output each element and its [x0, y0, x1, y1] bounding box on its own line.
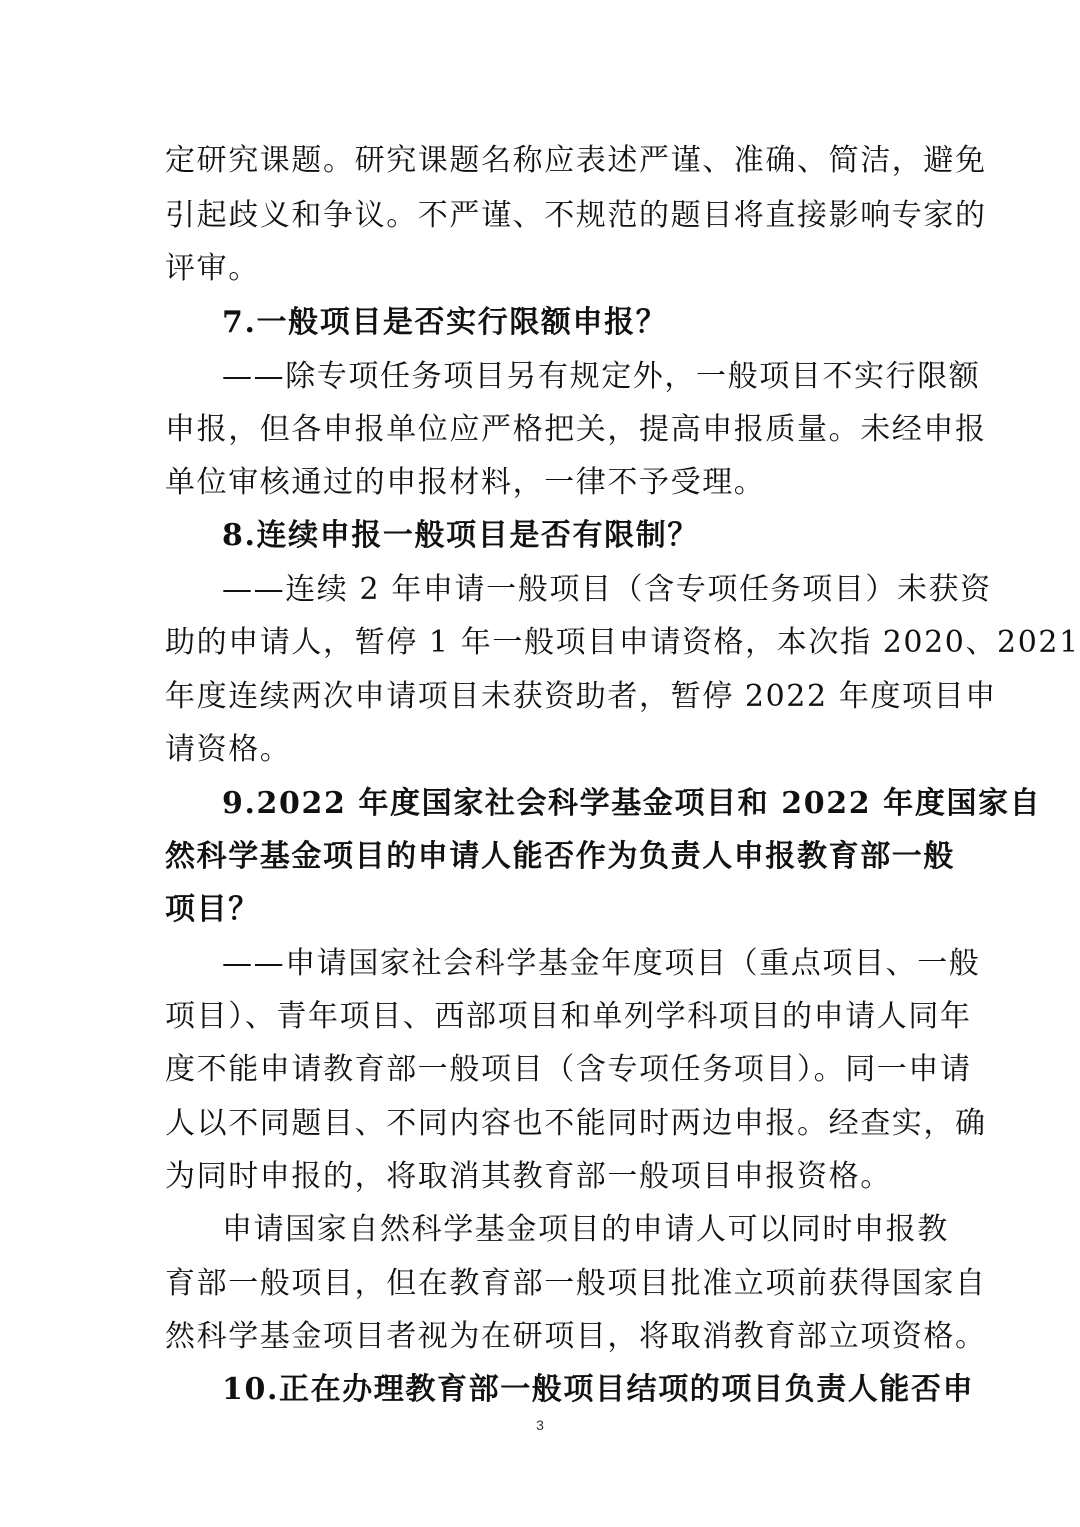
answer-9-line-5: 为同时申报的，将取消其教育部一般项目申报资格。 [165, 1159, 892, 1194]
answer-8-line-1: ——连续 2 年申请一般项目（含专项任务项目）未获资 [222, 572, 992, 607]
body-line-1: 定研究课题。研究课题名称应表述严谨、准确、简洁，避免 [165, 143, 987, 178]
answer-8-line-4: 请资格。 [165, 732, 292, 767]
question-7-heading: 7.一般项目是否实行限额申报？ [222, 305, 668, 340]
question-8-heading: 8.连续申报一般项目是否有限制？ [222, 518, 699, 553]
answer-9-line-1: ——申请国家社会科学基金年度项目（重点项目、一般 [222, 946, 981, 981]
answer-9-line-3: 度不能申请教育部一般项目（含专项任务项目）。同一申请 [165, 1052, 972, 1087]
question-9-heading-line-3: 项目？ [165, 892, 260, 927]
page-number: 3 [536, 1417, 544, 1433]
answer-9-paragraph-2-line-2: 育部一般项目，但在教育部一般项目批准立项前获得国家自 [165, 1266, 987, 1301]
answer-9-line-4: 人以不同题目、不同内容也不能同时两边申报。经查实，确 [165, 1106, 987, 1141]
question-10-heading: 10.正在办理教育部一般项目结项的项目负责人能否申 [222, 1372, 975, 1407]
answer-9-line-2: 项目）、青年项目、西部项目和单列学科项目的申请人同年 [165, 999, 972, 1034]
answer-8-line-2: 助的申请人，暂停 1 年一般项目申请资格，本次指 2020、2021 [165, 625, 1080, 660]
answer-9-paragraph-2-line-1: 申请国家自然科学基金项目的申请人可以同时申报教 [222, 1212, 949, 1247]
body-line-2: 引起歧义和争议。不严谨、不规范的题目将直接影响专家的 [165, 198, 987, 233]
answer-7-line-2: 申报，但各申报单位应严格把关，提高申报质量。未经申报 [165, 412, 987, 447]
answer-8-line-3: 年度连续两次申请项目未获资助者，暂停 2022 年度项目申 [165, 679, 997, 714]
question-9-heading-line-1: 9.2022 年度国家社会科学基金项目和 2022 年度国家自 [222, 786, 1042, 821]
answer-7-line-3: 单位审核通过的申报材料，一律不予受理。 [165, 465, 766, 500]
body-line-3: 评审。 [165, 251, 260, 286]
answer-7-line-1: ——除专项任务项目另有规定外，一般项目不实行限额 [222, 359, 981, 394]
question-9-heading-line-2: 然科学基金项目的申请人能否作为负责人申报教育部一般 [165, 839, 955, 874]
answer-9-paragraph-2-line-3: 然科学基金项目者视为在研项目，将取消教育部立项资格。 [165, 1319, 987, 1354]
